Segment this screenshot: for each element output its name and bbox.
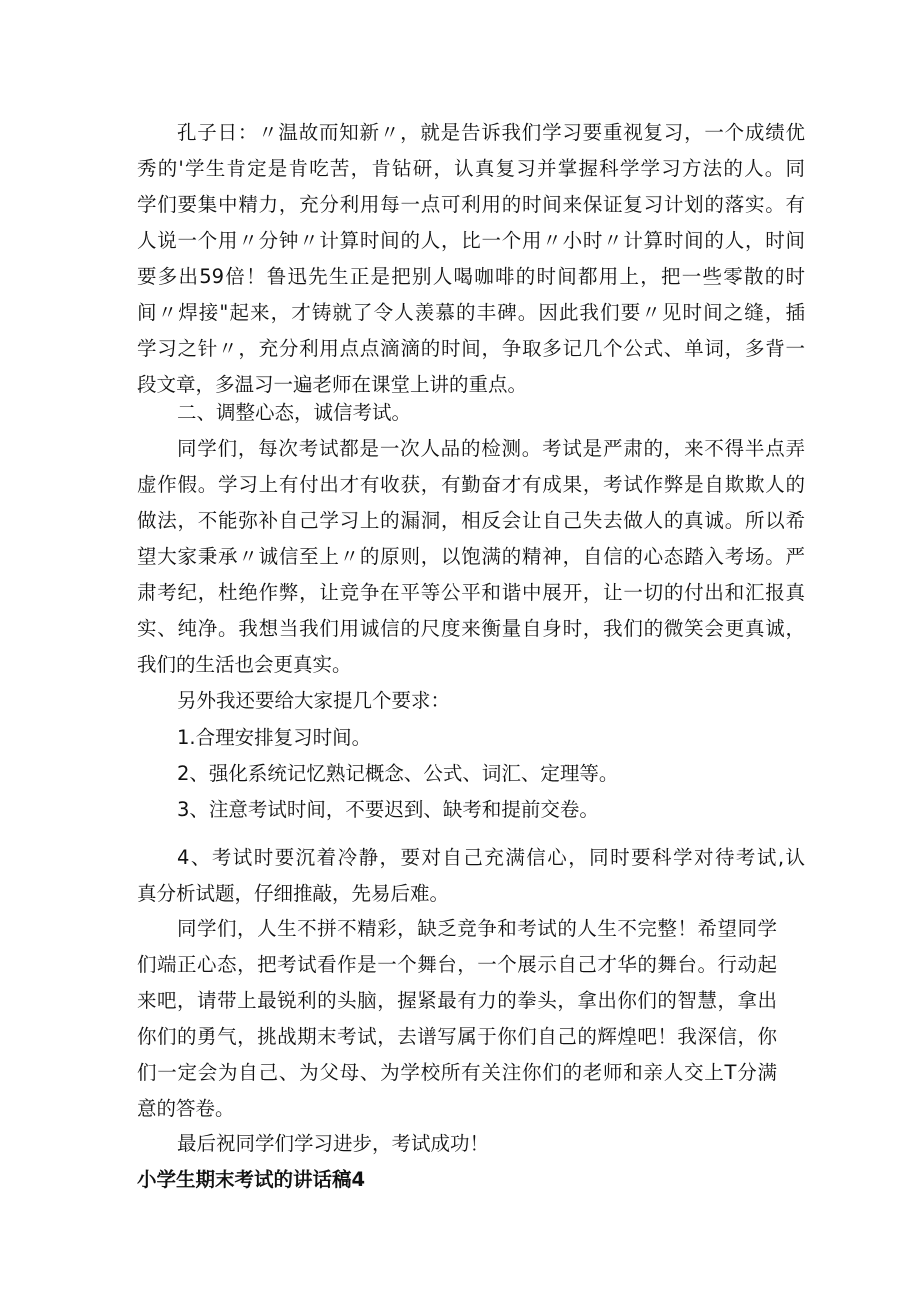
section-heading bbox=[137, 1162, 805, 1198]
text-line: 段文章，多温习一遍老师在课堂上讲的重点。 bbox=[137, 373, 528, 396]
text-line: 来吧，请带上最锐利的头脑，握紧最有力的拳头，拿出你们的智慧，拿出 bbox=[137, 989, 777, 1012]
text-line: 实、纯净。我想当我们用诚信的尺度来衡量自身时，我们的微笑会更真诚， bbox=[137, 617, 805, 640]
text-line: 1.合理安排复习时间。 bbox=[177, 726, 372, 749]
text-line: 你们的勇气，挑战期末考试，去谱写属于你们自己的辉煌吧！我深信，你 bbox=[137, 1025, 777, 1048]
section-title: 小学生期末考试的讲话稿4 bbox=[137, 1168, 366, 1191]
paragraph-requirements-intro bbox=[137, 683, 805, 719]
text-line: 肃考纪，杜绝作弊，让竞争在平等公平和谐中展开，让一切的付出和汇报真 bbox=[137, 581, 805, 604]
requirement-item-1 bbox=[137, 720, 805, 756]
text-line: 最后祝同学们学习进步，考试成功！ bbox=[177, 1132, 490, 1155]
text-line: 虚作假。学习上有付出才有收获，有勤奋才有成果，考试作弊是自欺欺人的 bbox=[137, 473, 805, 496]
text-line: 另外我还要给大家提几个要求： bbox=[177, 689, 451, 712]
text-line: 学们要集中精力，充分利用每一点可利用的时间来保证复习计划的落实。有 bbox=[137, 193, 805, 216]
text-line: 们一定会为自己、为父母、为学校所有关注你们的老师和亲人交上T分满 bbox=[137, 1061, 777, 1084]
paragraph-integrity bbox=[137, 431, 805, 683]
text-line: 真分析试题，仔细推敲，先易后难。 bbox=[137, 882, 450, 905]
text-line: 人说一个用〃分钟〃计算时间的人，比一个用〃小时〃计算时间的人，时间 bbox=[137, 229, 805, 252]
text-line: 要多出59倍！鲁迅先生正是把别人喝咖啡的时间都用上，把一些零散的时 bbox=[137, 265, 805, 288]
paragraph-review bbox=[137, 115, 805, 403]
paragraph-encouragement bbox=[137, 911, 777, 1127]
text-line: 间〃焊接"起来，才铸就了令人羡慕的丰碑。因此我们要〃见时间之缝，插 bbox=[137, 301, 805, 324]
requirement-item-2 bbox=[137, 756, 805, 792]
text-line: 意的答卷。 bbox=[137, 1097, 235, 1120]
text-line: 望大家秉承〃诚信至上〃的原则，以饱满的精神，自信的心态踏入考场。严 bbox=[137, 545, 805, 568]
text-line: 学习之针〃，充分利用点点滴滴的时间，争取多记几个公式、单词，多背一 bbox=[137, 337, 805, 360]
text-line: 做法，不能弥补自己学习上的漏洞，相反会让自己失去做人的真诚。所以希 bbox=[137, 509, 805, 532]
requirement-item-3 bbox=[137, 792, 805, 828]
paragraph-closing bbox=[137, 1126, 805, 1162]
text-line: 2、强化系统记忆熟记概念、公式、词汇、定理等。 bbox=[177, 762, 619, 785]
requirement-item-4 bbox=[137, 840, 805, 912]
text-line: 同学们，人生不拼不精彩，缺乏竞争和考试的人生不完整！希望同学 bbox=[177, 917, 777, 940]
text-line: 3、注意考试时间，不要迟到、缺考和提前交卷。 bbox=[177, 798, 599, 821]
text-line: 孔子日：〃温故而知新〃，就是告诉我们学习要重视复习，一个成绩优 bbox=[177, 121, 805, 144]
paragraph-section-two bbox=[137, 395, 805, 431]
text-line: 4、考试时要沉着冷静，要对自己充满信心，同时要科学对待考试,认 bbox=[177, 846, 805, 869]
text-line: 我们的生活也会更真实。 bbox=[137, 653, 352, 676]
text-line: 秀的'学生肯定是肯吃苦，肯钻研，认真复习并掌握科学学习方法的人。同 bbox=[137, 157, 805, 180]
text-line: 二、调整心态，诚信考试。 bbox=[177, 401, 412, 424]
text-line: 同学们，每次考试都是一次人品的检测。考试是严肃的，来不得半点弄 bbox=[177, 437, 805, 460]
text-line: 们端正心态，把考试看作是一个舞台，一个展示自己才华的舞台。行动起 bbox=[137, 953, 777, 976]
